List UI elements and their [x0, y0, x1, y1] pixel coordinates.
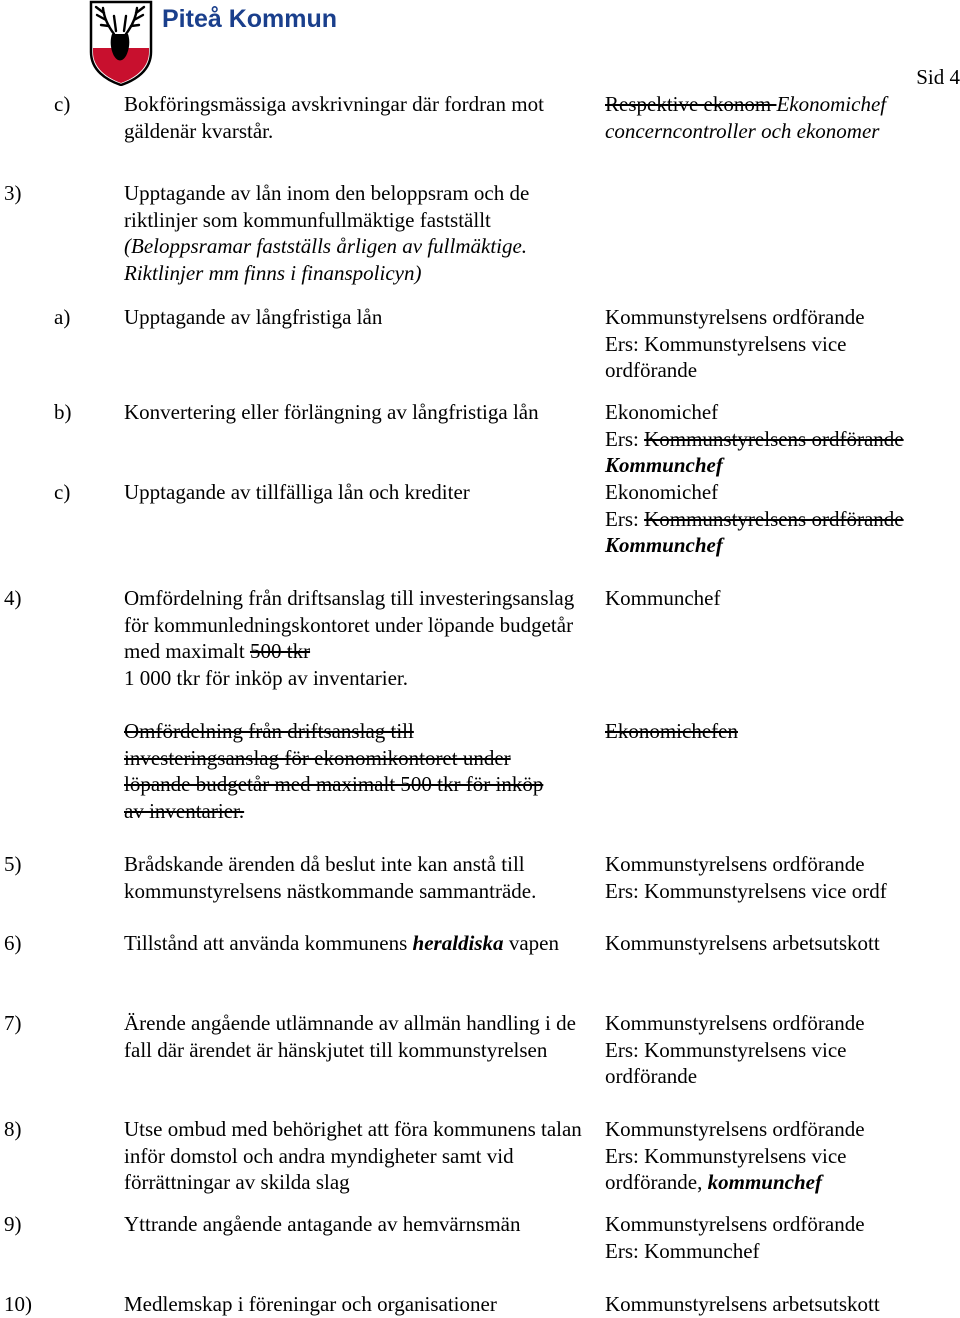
- row-responsible: [605, 1010, 905, 1090]
- row-responsible: [605, 399, 955, 479]
- responsible-substitute: Ers: Kommunstyrelsens vice ordförande: [605, 1037, 847, 1088]
- responsible-substitute: Ers: Kommunstyrelsens vice ordförande: [605, 331, 847, 382]
- row-responsible: [605, 479, 955, 559]
- struck-responsible-text: Ekonomichefen: [605, 719, 738, 743]
- responsible-substitute: [605, 506, 955, 533]
- struck-description: [124, 718, 564, 824]
- description-text: Upptagande av lån inom den beloppsram och de riktlinjer som kommunfullmäktige fastställt: [124, 181, 530, 232]
- row-label: 8): [4, 1117, 22, 1141]
- added-responsible-text: Kommunchef: [605, 453, 723, 477]
- row-label: 5): [4, 852, 22, 876]
- row-description: Brådskande ärenden då beslut inte kan anstå till kommunstyrelsens nästkommande sammanträde.: [124, 852, 537, 903]
- responsible-primary: Kommunstyrelsens ordförande: [605, 1212, 865, 1236]
- row-label: 6): [4, 931, 22, 955]
- row-label: c): [54, 92, 71, 116]
- struck-responsible: Kommunstyrelsens ordförande: [644, 506, 904, 531]
- row-responsible: [605, 1211, 955, 1264]
- added-responsible: Ekonomichef concerncontroller och ekonomer: [605, 92, 887, 143]
- row-label: b): [54, 400, 72, 424]
- description-amount: 1 000 tkr för inköp av inventarier.: [124, 665, 409, 690]
- substitute-prefix: Ers:: [605, 426, 645, 451]
- added-word: heraldiska: [412, 931, 504, 955]
- row-description: Bokföringsmässiga avskrivningar där fordran mot gäldenär kvarstår.: [124, 92, 544, 143]
- row-label: 9): [4, 1212, 22, 1236]
- added-responsible: [605, 532, 955, 559]
- responsible-primary: Kommunstyrelsens ordförande: [605, 305, 865, 329]
- responsible-primary: Ekonomichef: [605, 480, 719, 504]
- responsible-primary: Ekonomichef: [605, 400, 719, 424]
- row-responsible: [605, 91, 935, 144]
- row-label: a): [54, 305, 71, 329]
- row-description: Medlemskap i föreningar och organisationer: [124, 1292, 497, 1316]
- substitute-prefix: Ers:: [605, 506, 645, 531]
- responsible-substitute: [605, 426, 955, 453]
- substitute-text: Ers: Kommunstyrelsens vice ordförande,: [605, 1143, 847, 1194]
- responsible-primary: Kommunstyrelsens ordförande: [605, 1117, 865, 1141]
- row-description: Ärende angående utlämnande av allmän handling i de fall där ärendet är hänskjutet till kommunstyrelsen: [124, 1011, 576, 1062]
- struck-responsible: Kommunstyrelsens ordförande: [644, 426, 904, 451]
- added-responsible: [605, 452, 955, 479]
- row-responsible: [605, 304, 905, 384]
- row-description: Upptagande av långfristiga lån: [124, 305, 383, 329]
- description-text: Omfördelning från driftsanslag till investeringsanslag för kommunledningskontoret under löpande budgetår med maximalt: [124, 586, 575, 663]
- page-number: Sid 4: [916, 65, 960, 89]
- row-description: Utse ombud med behörighet att föra kommunens talan inför domstol och andra myndigheter samt vid förrättningar av skilda slag: [124, 1117, 582, 1194]
- row-responsible: [605, 1116, 905, 1196]
- row-label: 10): [4, 1292, 32, 1316]
- row-responsible: Kommunstyrelsens arbetsutskott: [605, 931, 880, 955]
- responsible-primary: Kommunstyrelsens ordförande: [605, 852, 865, 876]
- row-responsible: Kommunstyrelsens arbetsutskott: [605, 1292, 880, 1316]
- row-label: c): [54, 480, 71, 504]
- description-note: (Beloppsramar fastställs årligen av fullmäktige. Riktlinjer mm finns i finanspolicyn): [124, 234, 528, 285]
- struck-description-text: Omfördelning från driftsanslag till investeringsanslag för ekonomikontoret under löpande budgetår med maximalt 500 tkr för inköp av inventarier.: [124, 719, 544, 823]
- row-label: 7): [4, 1011, 22, 1035]
- added-responsible: kommunchef: [707, 1170, 822, 1194]
- row-description: Yttrande angående antagande av hemvärnsmän: [124, 1212, 521, 1236]
- description-text-end: vapen: [503, 931, 559, 955]
- row-description: [124, 585, 579, 691]
- struck-responsible: [605, 718, 955, 745]
- municipality-logo: [88, 0, 348, 88]
- responsible-substitute: Ers: Kommunchef: [605, 1238, 760, 1263]
- description-text: Tillstånd att använda kommunens: [124, 931, 413, 955]
- added-responsible-text: Kommunchef: [605, 533, 723, 557]
- row-description: Upptagande av tillfälliga lån och krediter: [124, 480, 470, 504]
- row-description: Konvertering eller förlängning av långfristiga lån: [124, 400, 539, 424]
- row-description: [124, 180, 579, 286]
- row-description: [124, 930, 564, 957]
- row-responsible: [605, 851, 955, 904]
- responsible-substitute: Ers: Kommunstyrelsens vice ordf: [605, 878, 887, 903]
- row-responsible: Kommunchef: [605, 586, 721, 610]
- responsible-primary: Kommunstyrelsens ordförande: [605, 1011, 865, 1035]
- row-label: 4): [4, 586, 22, 610]
- struck-amount: 500 tkr: [249, 639, 311, 663]
- responsible-substitute: [605, 1143, 905, 1196]
- struck-responsible: Respektive ekonom: [605, 92, 777, 116]
- municipality-name: Piteå Kommun: [162, 5, 338, 33]
- reindeer-coat-of-arms-icon: [88, 0, 154, 86]
- row-label: 3): [4, 181, 22, 205]
